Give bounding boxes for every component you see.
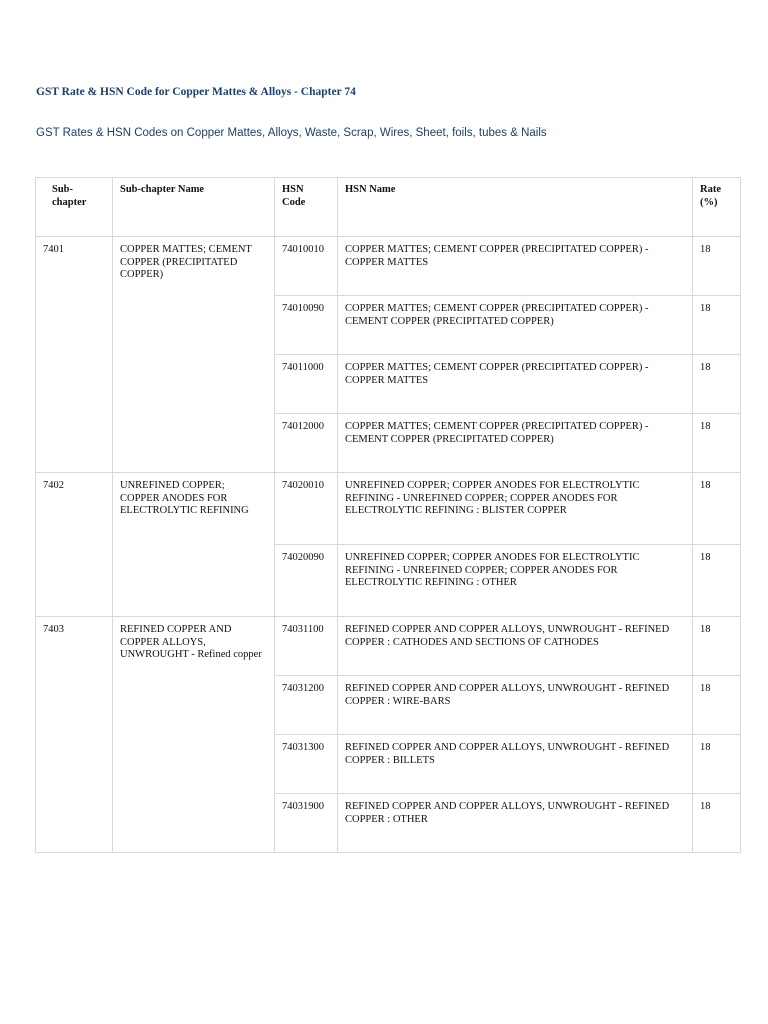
header-hsn-code xyxy=(275,178,338,237)
sub-chapter-cell: 7401 xyxy=(36,237,113,473)
table-row xyxy=(36,617,741,676)
sub-chapter-cell: 7402 xyxy=(36,473,113,617)
rate-cell: 18 xyxy=(693,355,741,414)
page-title: GST Rate & HSN Code for Copper Mattes & Alloys - Chapter 74 xyxy=(36,86,356,98)
rate-cell: 18 xyxy=(693,735,741,794)
hsn-name-cell: REFINED COPPER AND COPPER ALLOYS, UNWROUGHT - REFINED COPPER : CATHODES AND SECTIONS OF CATHODES xyxy=(338,617,693,676)
rate-cell: 18 xyxy=(693,545,741,617)
hsn-code-cell: 74010090 xyxy=(275,296,338,355)
hsn-name-cell: UNREFINED COPPER; COPPER ANODES FOR ELECTROLYTIC REFINING - UNREFINED COPPER; COPPER ANODES FOR ELECTROLYTIC REFINING : BLISTER COPPER xyxy=(338,473,693,545)
header-hsn-name: HSN Name xyxy=(338,178,693,237)
sub-chapter-name-cell: COPPER MATTES; CEMENT COPPER (PRECIPITATED COPPER) xyxy=(113,237,275,473)
gst-hsn-table xyxy=(35,177,741,853)
table-row xyxy=(36,237,741,296)
rate-cell: 18 xyxy=(693,473,741,545)
header-rate xyxy=(693,178,741,237)
hsn-code-cell: 74031300 xyxy=(275,735,338,794)
table-row xyxy=(36,473,741,545)
sub-chapter-name-cell: UNREFINED COPPER; COPPER ANODES FOR ELECTROLYTIC REFINING xyxy=(113,473,275,617)
hsn-name-cell: REFINED COPPER AND COPPER ALLOYS, UNWROUGHT - REFINED COPPER : BILLETS xyxy=(338,735,693,794)
header-sub-chapter-line1: Sub- xyxy=(52,184,74,195)
table-header-row xyxy=(36,178,741,237)
header-hsn-code-line2: Code xyxy=(282,196,306,208)
header-sub-chapter-name: Sub-chapter Name xyxy=(113,178,275,237)
hsn-name-cell: COPPER MATTES; CEMENT COPPER (PRECIPITATED COPPER) - CEMENT COPPER (PRECIPITATED COPPER) xyxy=(338,414,693,473)
header-rate-line1: Rate xyxy=(700,184,721,195)
hsn-code-cell: 74031200 xyxy=(275,676,338,735)
hsn-name-cell: REFINED COPPER AND COPPER ALLOYS, UNWROUGHT - REFINED COPPER : WIRE-BARS xyxy=(338,676,693,735)
page-subtitle: GST Rates & HSN Codes on Copper Mattes, Alloys, Waste, Scrap, Wires, Sheet, foils, tubes & Nails xyxy=(36,127,547,139)
rate-cell: 18 xyxy=(693,237,741,296)
header-sub-chapter-line2: chapter xyxy=(52,196,87,208)
rate-cell: 18 xyxy=(693,617,741,676)
hsn-code-cell: 74020010 xyxy=(275,473,338,545)
header-sub-chapter xyxy=(36,178,113,237)
rate-cell: 18 xyxy=(693,414,741,473)
header-hsn-code-line1: HSN xyxy=(282,184,304,195)
rate-cell: 18 xyxy=(693,296,741,355)
hsn-code-cell: 74020090 xyxy=(275,545,338,617)
rate-cell: 18 xyxy=(693,676,741,735)
hsn-name-cell: UNREFINED COPPER; COPPER ANODES FOR ELECTROLYTIC REFINING - UNREFINED COPPER; COPPER ANODES FOR ELECTROLYTIC REFINING : OTHER xyxy=(338,545,693,617)
hsn-name-cell: COPPER MATTES; CEMENT COPPER (PRECIPITATED COPPER) - CEMENT COPPER (PRECIPITATED COPPER) xyxy=(338,296,693,355)
hsn-code-cell: 74031100 xyxy=(275,617,338,676)
hsn-code-cell: 74031900 xyxy=(275,794,338,853)
header-rate-line2: (%) xyxy=(700,196,718,208)
hsn-code-cell: 74012000 xyxy=(275,414,338,473)
hsn-name-cell: COPPER MATTES; CEMENT COPPER (PRECIPITATED COPPER) - COPPER MATTES xyxy=(338,237,693,296)
hsn-name-cell: COPPER MATTES; CEMENT COPPER (PRECIPITATED COPPER) - COPPER MATTES xyxy=(338,355,693,414)
sub-chapter-name-cell: REFINED COPPER AND COPPER ALLOYS, UNWROUGHT - Refined copper xyxy=(113,617,275,853)
rate-cell: 18 xyxy=(693,794,741,853)
hsn-name-cell: REFINED COPPER AND COPPER ALLOYS, UNWROUGHT - REFINED COPPER : OTHER xyxy=(338,794,693,853)
sub-chapter-cell: 7403 xyxy=(36,617,113,853)
hsn-code-cell: 74010010 xyxy=(275,237,338,296)
hsn-code-cell: 74011000 xyxy=(275,355,338,414)
